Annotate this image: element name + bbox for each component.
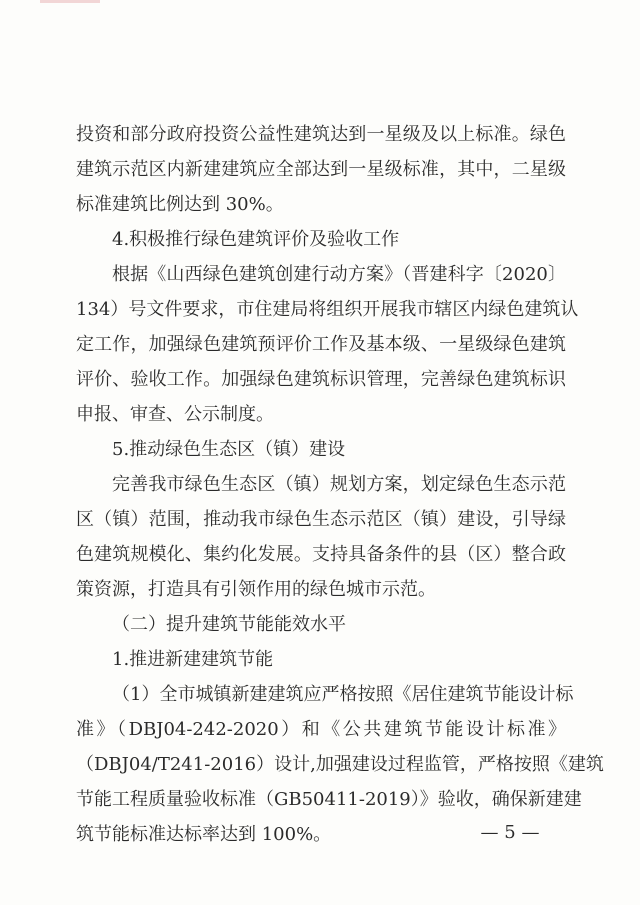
paragraph2-line5: 申报、审查、公示制度。 [76, 404, 274, 425]
paragraph3-line4: 策资源，打造具有引领作用的绿色城市示范。 [76, 579, 436, 600]
paragraph4-line1: （1）全市城镇新建建筑应严格按照《居住建筑节能设计标 [112, 684, 574, 705]
paragraph2-line2: 134）号文件要求，市住建局将组织开展我市辖区内绿色建筑认 [76, 299, 579, 320]
heading-4: 4.积极推行绿色建筑评价及验收工作 [112, 229, 400, 250]
paragraph2-line1: 根据《山西绿色建筑创建行动方案》（晋建科字〔2020〕 [112, 264, 566, 285]
paragraph2-line3: 定工作，加强绿色建筑预评价工作及基本级、一星级绿色建筑 [76, 334, 566, 355]
heading-5: 5.推动绿色生态区（镇）建设 [112, 439, 346, 460]
heading-1: 1.推进新建建筑节能 [112, 649, 274, 670]
paragraph3-line3: 色建筑规模化、集约化发展。支持具备条件的县（区）整合政 [76, 544, 566, 565]
paragraph1-line3: 标准建筑比例达到 30%。 [76, 194, 284, 215]
paragraph2-line4: 评价、验收工作。加强绿色建筑标识管理，完善绿色建筑标识 [76, 369, 566, 390]
paragraph1-line1: 投资和部分政府投资公益性建筑达到一星级及以上标准。绿色 [76, 124, 566, 145]
paragraph4-line5: 筑节能标准达标率达到 100%。 [76, 824, 332, 845]
page-number: — 5 — [480, 822, 540, 843]
top-edge-mark [40, 0, 100, 3]
paragraph4-line3: （DBJ04/T241-2016）设计,加强建设过程监管，严格按照《建筑 [76, 754, 604, 775]
paragraph3-line1: 完善我市绿色生态区（镇）规划方案，划定绿色生态示范 [112, 474, 566, 495]
paragraph3-line2: 区（镇）范围，推动我市绿色生态示范区（镇）建设，引导绿 [76, 509, 566, 530]
paragraph4-line2: 准》（DBJ04-242-2020）和《公共建筑节能设计标准》 [76, 719, 566, 740]
paragraph1-line2: 建筑示范区内新建建筑应全部达到一星级标准，其中，二星级 [76, 159, 566, 180]
section-2-heading: （二）提升建筑节能能效水平 [112, 614, 346, 635]
paragraph4-line4: 节能工程质量验收标准（GB50411-2019）》验收，确保新建建 [76, 789, 582, 810]
